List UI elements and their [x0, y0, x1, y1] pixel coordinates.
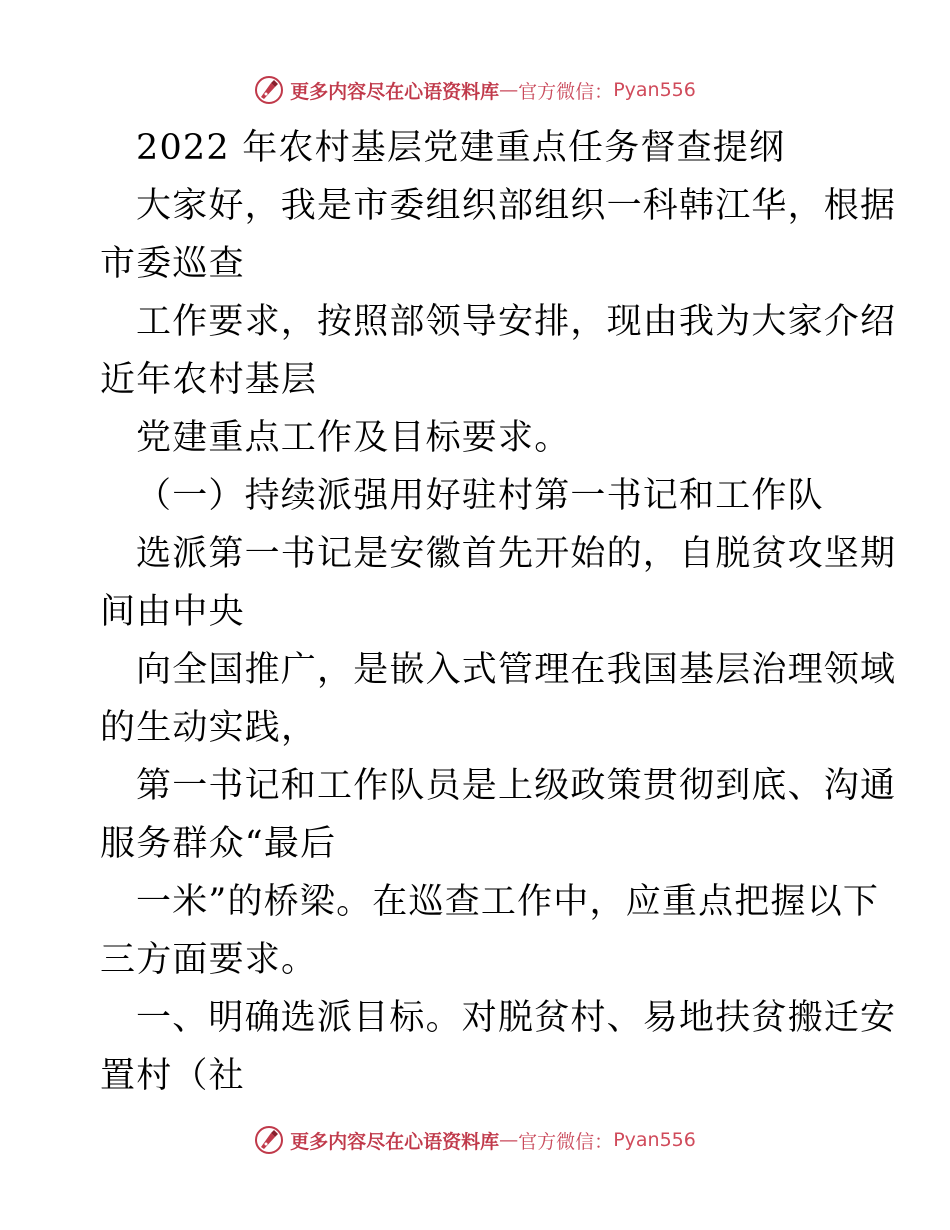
banner-brand: 更多内容尽在心语资料库	[290, 80, 500, 103]
section-heading: （一）持续派强用好驻村第一书记和工作队	[136, 476, 824, 516]
banner-dash: —	[499, 79, 519, 101]
paragraph-line: 三方面要求。	[100, 940, 318, 980]
paragraph-line: 选派第一书记是安徽首先开始的，自脱贫攻坚期	[136, 534, 897, 574]
pen-nib-logo-icon	[254, 1125, 284, 1155]
paragraph-line: 工作要求，按照部领导安排，现由我为大家介绍	[136, 302, 897, 342]
banner-wechat-label: 官方微信：	[518, 1130, 614, 1153]
paragraph-line: 一米”的桥梁。在巡查工作中，应重点把握以下	[136, 882, 880, 922]
paragraph-line: 第一书记和工作队员是上级政策贯彻到底、沟通	[136, 766, 897, 806]
pen-nib-logo-icon	[254, 75, 284, 105]
paragraph-line: 的生动实践，	[100, 708, 318, 748]
paragraph-line: 一、明确选派目标。对脱贫村、易地扶贫搬迁安	[136, 998, 897, 1038]
banner-dash: —	[499, 1129, 519, 1151]
header-watermark-banner	[0, 70, 950, 110]
paragraph-line: 置村（社	[100, 1056, 245, 1096]
paragraph-line: 市委巡查	[100, 244, 245, 284]
paragraph-line: 党建重点工作及目标要求。	[136, 418, 571, 458]
banner-wechat-id: Pyan556	[613, 1129, 696, 1151]
footer-watermark-banner	[0, 1120, 950, 1160]
document-title: 2022 年农村基层党建重点任务督查提纲	[136, 128, 786, 168]
banner-wechat-id: Pyan556	[613, 79, 696, 101]
banner-wechat-label: 官方微信：	[518, 80, 614, 103]
paragraph-line: 大家好，我是市委组织部组织一科韩江华，根据	[136, 186, 897, 226]
paragraph-line: 向全国推广，是嵌入式管理在我国基层治理领域	[136, 650, 897, 690]
paragraph-line: 近年农村基层	[100, 360, 318, 400]
paragraph-line: 间由中央	[100, 592, 245, 632]
banner-brand: 更多内容尽在心语资料库	[290, 1130, 500, 1153]
paragraph-line: 服务群众“最后	[100, 824, 337, 864]
